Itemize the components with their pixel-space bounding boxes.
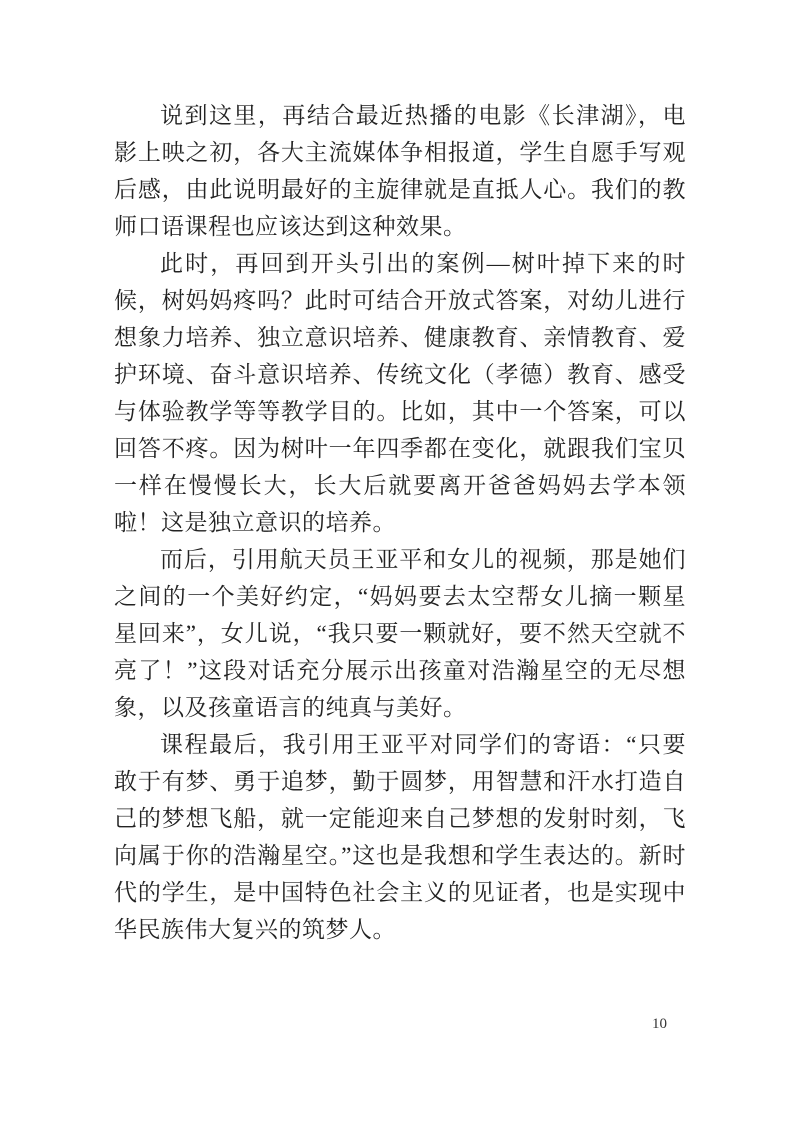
document-body: [114, 97, 686, 948]
paragraph: 此时，再回到开头引出的案例—树叶掉下来的时候，树妈妈疼吗？此时可结合开放式答案，对幼儿进行想象力培养、独立意识培养、健康教育、亲情教育、爱护环境、奋斗意识培养、传统文化（孝德）教育、感受与体验教学等等教学目的。比如，其中一个答案，可以回答不疼。因为树叶一年四季都在变化，就跟我们宝贝一样在慢慢长大，长大后就要离开爸爸妈妈去学本领啦！这是独立意识的培养。: [114, 251, 686, 535]
page-number: 10: [652, 1016, 667, 1032]
paragraph: 说到这里，再结合最近热播的电影《长津湖》，电影上映之初，各大主流媒体争相报道，学生自愿手写观后感，由此说明最好的主旋律就是直抵人心。我们的教师口语课程也应该达到这种效果。: [114, 103, 686, 239]
paragraph: 而后，引用航天员王亚平和女儿的视频，那是她们之间的一个美好约定，“妈妈要去太空帮女儿摘一颗星星回来”，女儿说，“我只要一颗就好，要不然天空就不亮了！”这段对话充分展示出孩童对浩瀚星空的无尽想象，以及孩童语言的纯真与美好。: [114, 547, 686, 720]
paragraph: 课程最后，我引用王亚平对同学们的寄语：“只要敢于有梦、勇于追梦，勤于圆梦，用智慧和汗水打造自己的梦想飞船，就一定能迎来自己梦想的发射时刻，飞向属于你的浩瀚星空。”这也是我想和学生表达的。新时代的学生，是中国特色社会主义的见证者，也是实现中华民族伟大复兴的筑梦人。: [114, 732, 686, 942]
